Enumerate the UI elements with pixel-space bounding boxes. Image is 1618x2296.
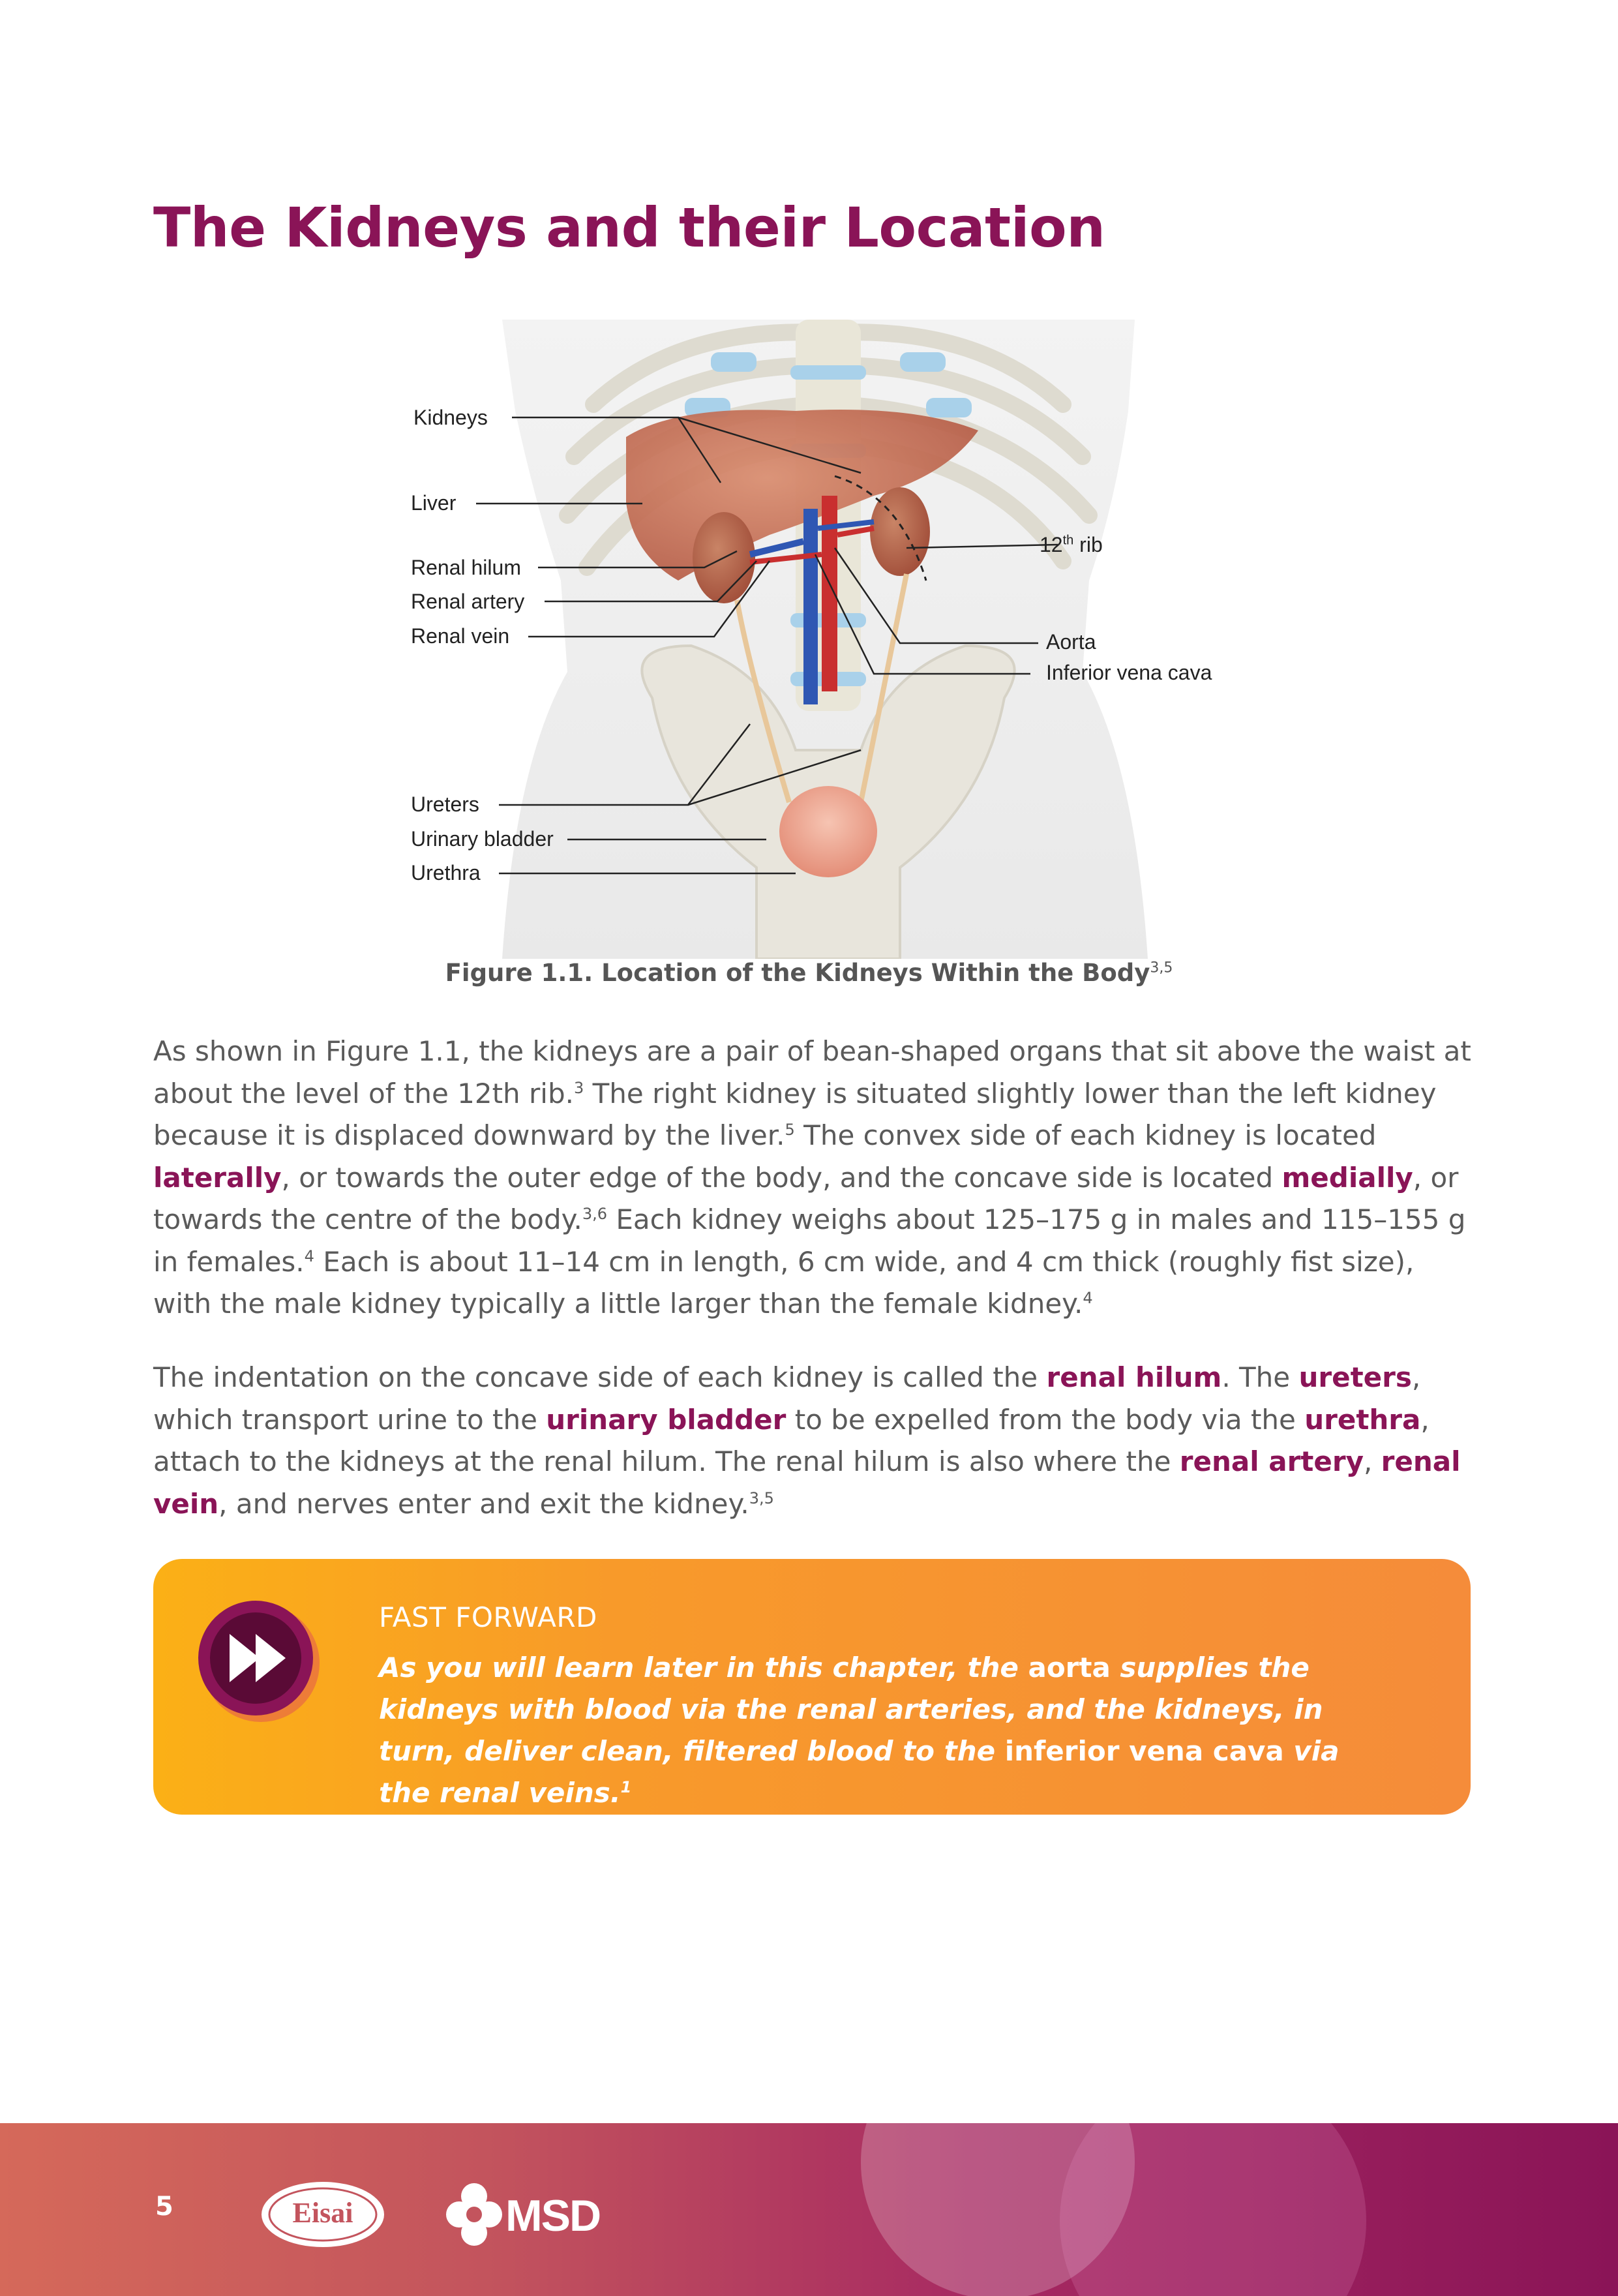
- term-laterally: laterally: [153, 1161, 282, 1194]
- term-renal-vein: renal vein: [153, 1445, 1461, 1520]
- footer-decoration: [0, 2123, 1618, 2296]
- page-title: The Kidneys and their Location: [153, 196, 1105, 260]
- msd-logo-text: MSD: [505, 2191, 601, 2241]
- ivc-vessel: [803, 509, 818, 704]
- kidney-location-figure: [404, 307, 1252, 959]
- fast-forward-text: As you will learn later in this chapter, the aorta supplies the kidneys with blood via the renal arteries, and the kidneys, in turn, deliver clean, filtered blood to the inferior vena cava via the renal veins.$^1$: [379, 1652, 1340, 1809]
- figure-caption: Figure 1.1. Location of the Kidneys Within the Body$^{3,5}$: [445, 959, 1173, 987]
- figure-label-12th-rib: 12th rib: [1040, 533, 1103, 556]
- figure-label-liver: Liver: [411, 491, 457, 515]
- figure-label-urinary-bladder: Urinary bladder: [411, 827, 554, 851]
- fast-forward-icon: [196, 1598, 320, 1722]
- figure-label-ureters: Ureters: [411, 793, 479, 816]
- figure-label-renal-vein: Renal vein: [411, 624, 510, 648]
- term-urethra: urethra: [1304, 1403, 1421, 1436]
- figure-label-renal-hilum: Renal hilum: [411, 556, 521, 579]
- urinary-bladder: [779, 786, 877, 877]
- figure-label-kidneys: Kidneys: [413, 406, 488, 429]
- figure-label-urethra: Urethra: [411, 861, 481, 884]
- footer-band: [0, 2123, 1618, 2296]
- body-paragraph-1: As shown in Figure 1.1, the kidneys are a pair of bean-shaped organs that sit above the waist at about the level of the 12th rib.$^3$ The right kidney is situated slightly lower than the left kidney because it is displaced downward by the liver.$^5$ The convex side of each kidney is located laterally, or towards the outer edge of the body, and the concave side is located medially, or towards the centre of the body.$^{3,6}$ Each kidney weighs about 125–175 g in males and 115–155 g in females.$^4$ Each is about 11–14 cm in length, 6 cm wide, and 4 cm thick (roughly fist size), with the male kidney typically a little larger than the female kidney.$^4$: [153, 1035, 1471, 1320]
- term-renal-hilum: renal hilum: [1046, 1361, 1222, 1393]
- term-medially: medially: [1281, 1161, 1413, 1194]
- term-urinary-bladder: urinary bladder: [546, 1403, 787, 1436]
- page-number: 5: [155, 2192, 173, 2222]
- figure-label-aorta: Aorta: [1046, 630, 1096, 654]
- fast-forward-title: FAST FORWARD: [379, 1601, 597, 1633]
- anatomy-illustration: [404, 307, 1252, 959]
- figure-label-renal-artery: Renal artery: [411, 590, 525, 613]
- body-paragraph-2: The indentation on the concave side of each kidney is called the renal hilum. The ureters, which transport urine to the urinary bladder to be expelled from the body via the urethra, attach to the kidneys at the renal hilum. The renal hilum is also where the renal artery, renal vein, and nerves enter and exit the kidney.$^{3,5}$: [153, 1361, 1461, 1520]
- figure-label-ivc: Inferior vena cava: [1046, 661, 1212, 684]
- eisai-logo-text: Eisai: [292, 2197, 353, 2229]
- term-renal-artery: renal artery: [1179, 1445, 1364, 1477]
- term-ureters: ureters: [1298, 1361, 1412, 1393]
- msd-logo-mark: [445, 2182, 503, 2247]
